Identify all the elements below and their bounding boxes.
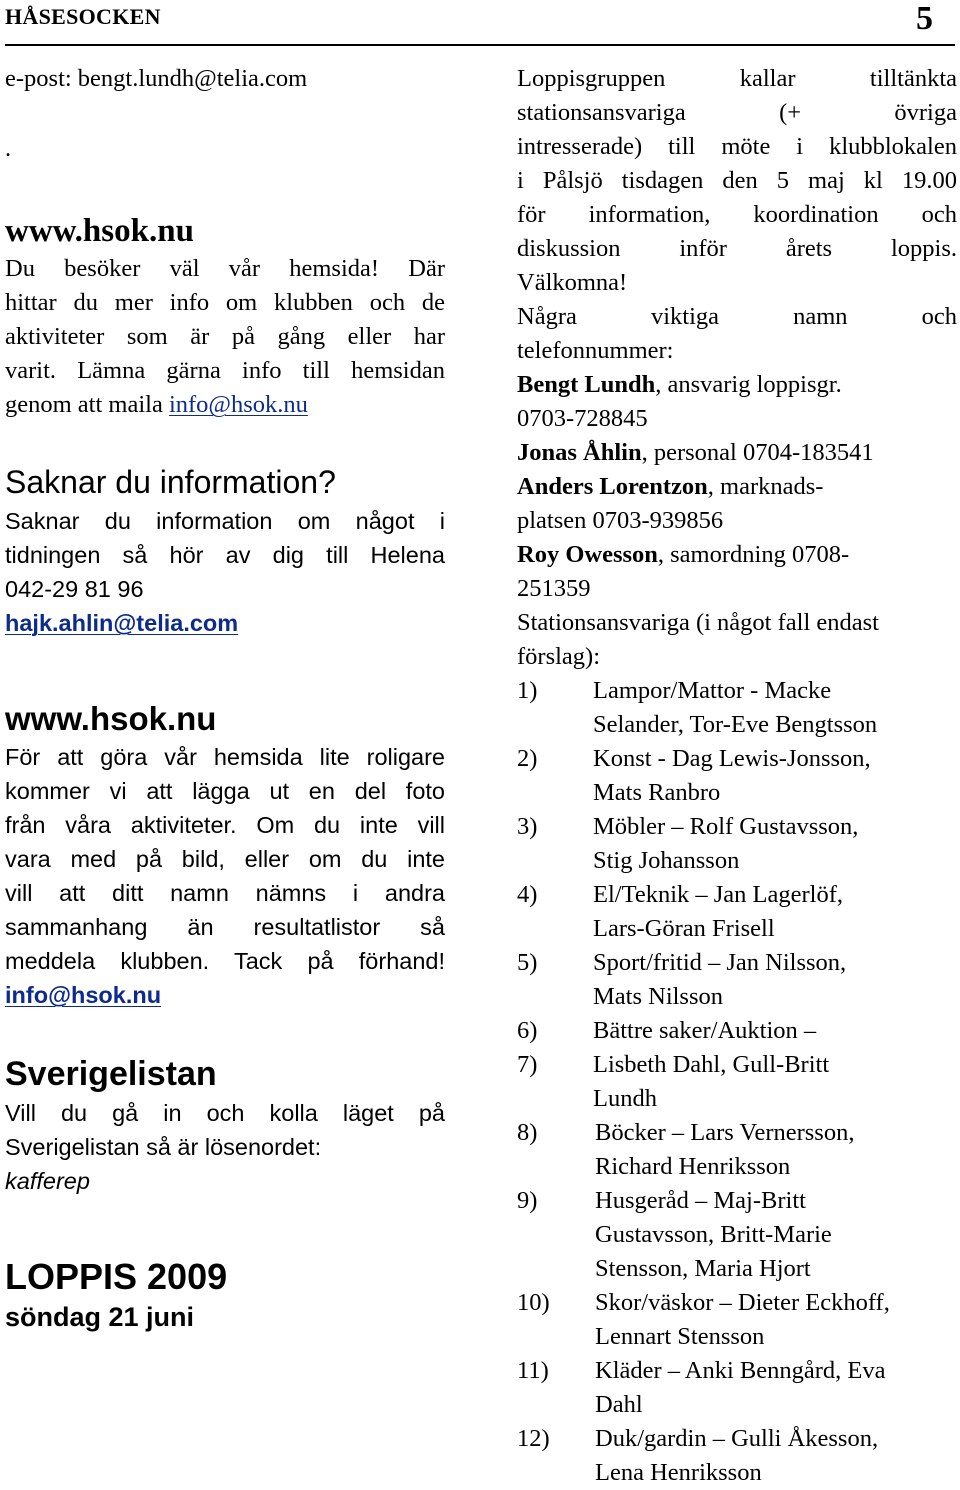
item-number: 3) [517,813,538,840]
item-text: Lundh [593,1085,657,1112]
text-line: stationsansvariga (+ övriga [517,99,957,126]
item-text: Lampor/Mattor - Macke [593,677,832,704]
item-text: Lena Henriksson [595,1459,762,1486]
item-number: 7) [517,1051,538,1078]
list-item [517,1354,957,1422]
welcome-text: Välkomna! [517,269,628,296]
item-number: 5) [517,949,538,976]
text-line: telefonnummer: [517,337,674,364]
text-line: kommer vi att lägga ut en del foto [5,778,445,804]
text-line: Saknar du information om något i [5,508,445,534]
item-text: Mats Nilsson [593,983,724,1010]
contact-role: , personal 0704-183541 [641,439,874,466]
page-number: 5 [916,0,933,37]
newsletter-title: HÅSESOCKEN [5,4,161,29]
text-line: vara med på bild, eller om du inte [5,846,445,872]
item-number: 1) [517,677,538,704]
item-text: El/Teknik – Jan Lagerlöf, [593,881,844,908]
item-number: 8) [517,1119,538,1146]
info-email-link[interactable]: info@hsok.nu [168,391,308,418]
foto-heading: www.hsok.nu [5,700,217,737]
item-text: Husgeråd – Maj-Britt [595,1187,806,1214]
phone-line: 042-29 81 96 [5,576,144,602]
loppis-heading: LOPPIS 2009 [5,1256,228,1297]
contact-phone: platsen 0703-939856 [517,507,724,534]
list-item [517,810,957,878]
item-text: Duk/gardin – Gulli Åkesson, [595,1425,879,1452]
text-line: tidningen så hör av dig till Helena [5,542,445,568]
password-text: kafferep [5,1168,90,1194]
list-item [517,1184,957,1286]
item-text: Selander, Tor-Eve Bengtsson [593,711,878,738]
contact-name: Jonas Åhlin [517,439,642,466]
contact-jonas [517,436,957,470]
stray-dot: . [5,135,12,162]
item-text: Skor/väskor – Dieter Eckhoff, [595,1289,890,1316]
item-text: Sport/fritid – Jan Nilsson, [593,949,847,976]
saknar-heading: Saknar du information? [5,464,336,500]
contact-role: , ansvarig loppisgr. [655,371,842,398]
foto-paragraph [5,740,445,1012]
helena-email-link[interactable]: hajk.ahlin@telia.com [5,610,239,636]
contact-role: , samordning 0708- [657,541,850,568]
item-text: Dahl [595,1391,643,1418]
item-number: 12) [517,1425,550,1452]
item-text: Böcker – Lars Vernersson, [595,1119,855,1146]
text-line: för information, koordination och [517,201,957,228]
item-number: 6) [517,1017,538,1044]
loppis-date: söndag 21 juni [5,1302,195,1332]
hsok-paragraph [5,252,445,422]
text-line [5,388,445,422]
item-number: 9) [517,1187,538,1214]
stations-list [517,674,957,1490]
hsok-heading: www.hsok.nu [5,213,194,249]
contact-name: Bengt Lundh [517,371,656,398]
intro-paragraph [517,62,957,300]
item-number: 4) [517,881,538,908]
list-item [517,1014,957,1048]
list-item [517,946,957,1014]
item-text: Konst - Dag Lewis-Jonsson, [593,745,871,772]
text-line: Loppisgruppen kallar tilltänkta [517,65,957,92]
text-line: För att göra vår hemsida lite roligare [5,744,445,770]
item-text: Richard Henriksson [595,1153,791,1180]
contact-name: Anders Lorentzon [517,473,708,500]
text-line: från våra aktiviteter. Om du inte vill [5,812,445,838]
item-number: 11) [517,1357,549,1384]
list-item [517,742,957,810]
text-line: förslag): [517,643,600,670]
text-line: meddela klubben. Tack på förhand! [5,948,445,974]
saknar-paragraph [5,504,445,640]
item-text: Gustavsson, Britt-Marie [595,1221,832,1248]
text-line: Vill du gå in och kolla läget på [5,1100,445,1126]
item-text: Lars-Göran Frisell [593,915,775,942]
item-number: 10) [517,1289,550,1316]
contact-phone: 0703-728845 [517,405,648,432]
contact-anders [517,470,957,504]
list-item [517,674,957,742]
text-line: aktiviteter som är på gång eller har [5,323,445,350]
page-header [5,0,955,46]
sverigelistan-heading: Sverigelistan [5,1055,217,1093]
text-line: Sverigelistan så är lösenordet: [5,1134,322,1160]
text-line: diskussion inför årets loppis. [517,235,957,262]
contact-name: Roy Owesson [517,541,658,568]
text-line: hittar du mer info om klubben och de [5,289,445,316]
left-column [5,62,445,1334]
item-text: Bättre saker/Auktion – [593,1017,817,1044]
item-text: Mats Ranbro [593,779,721,806]
text-line: vill att ditt namn nämns i andra [5,880,445,906]
contact-list [517,368,957,606]
list-item [517,1116,957,1184]
email-line: e-post: bengt.lundh@telia.com [5,65,308,92]
text-line: Du besöker väl vår hemsida! Där [5,255,445,282]
item-text: Stensson, Maria Hjort [595,1255,811,1282]
list-item [517,1048,957,1116]
list-item [517,1286,957,1354]
item-text: Stig Johansson [593,847,740,874]
item-text: Möbler – Rolf Gustavsson, [593,813,859,840]
contact-roy [517,538,957,572]
item-number: 2) [517,745,538,772]
right-column [517,62,957,1490]
contact-bengt [517,368,957,402]
text-line: Stationsansvariga (i något fall endast [517,609,879,636]
text-fragment: genom att maila [5,391,169,418]
contact-phone: 251359 [517,575,591,602]
item-text: Lennart Stensson [595,1323,765,1350]
text-line: varit. Lämna gärna info till hemsidan [5,357,445,384]
text-line: intresserade) till möte i klubblokalen [517,133,957,160]
list-item [517,878,957,946]
text-line: Några viktiga namn och [517,303,957,330]
foto-email-link[interactable]: info@hsok.nu [5,982,162,1008]
item-text: Lisbeth Dahl, Gull-Britt [593,1051,830,1078]
item-text: Kläder – Anki Benngård, Eva [595,1357,886,1384]
text-line: i Pålsjö tisdagen den 5 maj kl 19.00 [517,167,957,194]
text-line: sammanhang än resultatlistor så [5,914,445,940]
contact-role: , marknads- [707,473,824,500]
